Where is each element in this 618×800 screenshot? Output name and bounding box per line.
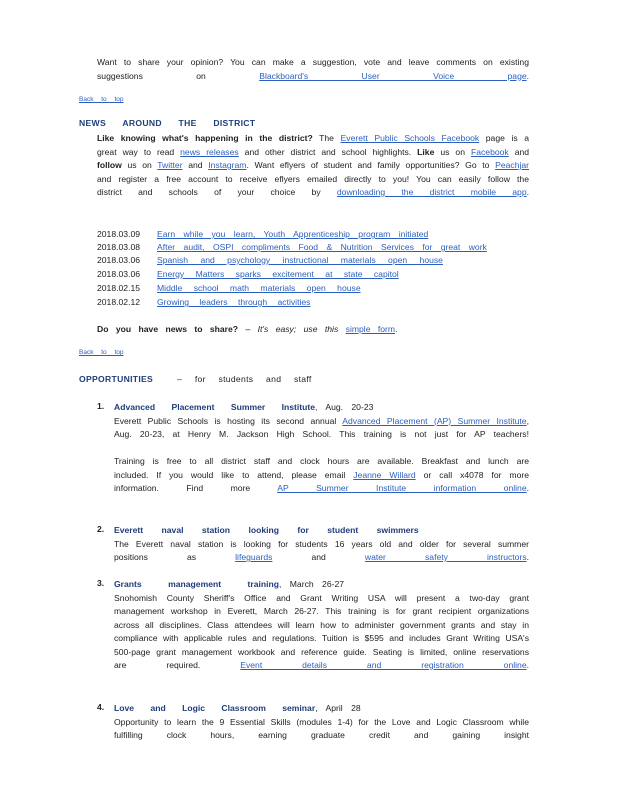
opportunity-item xyxy=(114,401,529,496)
opportunities-subhead: – for students and staff xyxy=(177,374,312,384)
news-item: 2018.03.08 After audit, OSPI compliments Food & Nutrition Services for great work xyxy=(97,242,487,252)
ap-info-link[interactable]: AP Summer Institute information online xyxy=(277,483,527,493)
opportunity-title: Love and Logic Classroom seminar, April 28 xyxy=(114,703,361,713)
ap-institute-link[interactable]: Advanced Placement (AP) Summer Institute xyxy=(342,415,527,426)
news-item: 2018.03.09 Earn while you learn, Youth Apprenticeship program initiated xyxy=(97,229,429,239)
news-item: 2018.02.12 Growing leaders through activities xyxy=(97,297,311,307)
opportunity-body: The Everett naval station is looking for students 16 years old and older for several summer positions as lifeguards and water safety instructors. xyxy=(114,538,530,562)
news-item-link[interactable]: Spanish and psychology instructional materials open house xyxy=(157,255,443,265)
event-details-link[interactable]: Event details and registration online xyxy=(240,660,527,670)
opportunity-item xyxy=(114,702,529,743)
news-question: Like knowing what's happening in the district? xyxy=(97,133,313,143)
news-item-link[interactable]: Middle school math materials open house xyxy=(157,283,361,293)
back-to-top-link[interactable]: Back to top xyxy=(79,96,124,103)
simple-form-link[interactable]: simple form xyxy=(345,324,396,334)
item-number: 3. xyxy=(97,578,105,588)
news-heading: NEWS AROUND THE DISTRICT xyxy=(79,118,256,128)
user-voice-link[interactable]: Blackboard's User Voice page xyxy=(259,70,527,81)
opportunity-body: Opportunity to learn the 9 Essential Skills (modules 1-4) for the Love and Logic Classroom while fulfilling clock hours, earning graduate credit and gaining insight xyxy=(114,716,529,740)
peachjar-link[interactable]: Peachjar xyxy=(495,160,530,170)
news-item-link[interactable]: Earn while you learn, Youth Apprenticeship program initiated xyxy=(157,229,429,239)
intro-paragraph: Want to share your opinion? You can make a suggestion, vote and leave comments on existing suggestions on Blackboard's User Voice page. xyxy=(97,57,530,81)
opportunity-body: Snohomish County Sheriff's Office and Grant Writing USA will present a two-day grant management workshop in Everett, March 26-27. This training is for grant recipient organizations across all disciplines. Class attendees will learn how to administer government grants and stay in compliance with applicable rules and regulations. Tuition is $595 and includes Grant Writing USA's 500-page grant management workbook and reference guide. Seating is limited, online reservations are required. Event details and registration online. xyxy=(114,592,529,670)
news-item-link[interactable]: After audit, OSPI compliments Food & Nutrition Services for great work xyxy=(157,242,487,252)
opportunity-title: Advanced Placement Summer Institute, Aug. 20-23 xyxy=(114,402,374,412)
news-item: 2018.03.06 Spanish and psychology instructional materials open house xyxy=(97,255,443,265)
intro-text: Want to share your opinion? You can make a suggestion, vote and leave comments on existing suggestions on xyxy=(97,57,529,81)
news-releases-link[interactable]: news releases xyxy=(180,146,239,157)
opportunities-heading: OPPORTUNITIES – for students and staff xyxy=(79,374,312,384)
opportunity-title: Everett naval station looking for student swimmers xyxy=(114,525,419,535)
back-to-top-link[interactable]: Back to top xyxy=(79,349,124,356)
instagram-link[interactable]: Instagram xyxy=(208,160,247,170)
item-number: 4. xyxy=(97,702,105,712)
opportunity-body: Training is free to all district staff and clock hours are available. Breakfast and lunch are included. If you would like to attend, please email Jeanne Willard or call x4078 for more information. Find more AP Summer Institute information online. xyxy=(114,456,530,493)
lifeguards-link[interactable]: lifeguards xyxy=(235,552,273,562)
share-news-line: Do you have news to share? – It's easy; use this simple form. xyxy=(97,324,398,334)
mobile-app-link[interactable]: downloading the district mobile app xyxy=(336,187,527,197)
opportunity-item xyxy=(114,578,529,673)
schools-facebook-link[interactable]: Everett Public Schools Facebook xyxy=(340,133,480,143)
news-item: 2018.03.06 Energy Matters sparks excitement at state capitol xyxy=(97,269,399,279)
news-item-link[interactable]: Growing leaders through activities xyxy=(157,297,311,307)
news-item-link[interactable]: Energy Matters sparks excitement at state capitol xyxy=(157,269,399,279)
email-contact-link[interactable]: Jeanne Willard xyxy=(353,469,416,480)
opportunity-title: Grants management training, March 26-27 xyxy=(114,579,345,589)
item-number: 1. xyxy=(97,401,105,411)
news-paragraph: Like knowing what's happening in the district? The Everett Public Schools Facebook page is a great way to read news releases and other district and school highlights. Like us on Facebook and follow us on Twitter and Instagram. Want eflyers of student and family opportunities? Go to Peachjar and register a free account to receive eflyers emailed directly to you! You can easily follow the district and schools of your choice by downloading the district mobile app. xyxy=(97,133,530,197)
opportunity-body: Everett Public Schools is hosting its second annual Advanced Placement (AP) Summer Institute, Aug. 20-23, at Henry M. Jackson High School. This training is not just for AP teachers! xyxy=(114,415,529,439)
news-item: 2018.02.15 Middle school math materials open house xyxy=(97,283,361,293)
water-safety-link[interactable]: water safety instructors xyxy=(364,552,527,562)
facebook-link[interactable]: Facebook xyxy=(470,146,509,157)
item-number: 2. xyxy=(97,524,105,534)
opportunity-item xyxy=(114,524,529,565)
twitter-link[interactable]: Twitter xyxy=(157,160,183,170)
